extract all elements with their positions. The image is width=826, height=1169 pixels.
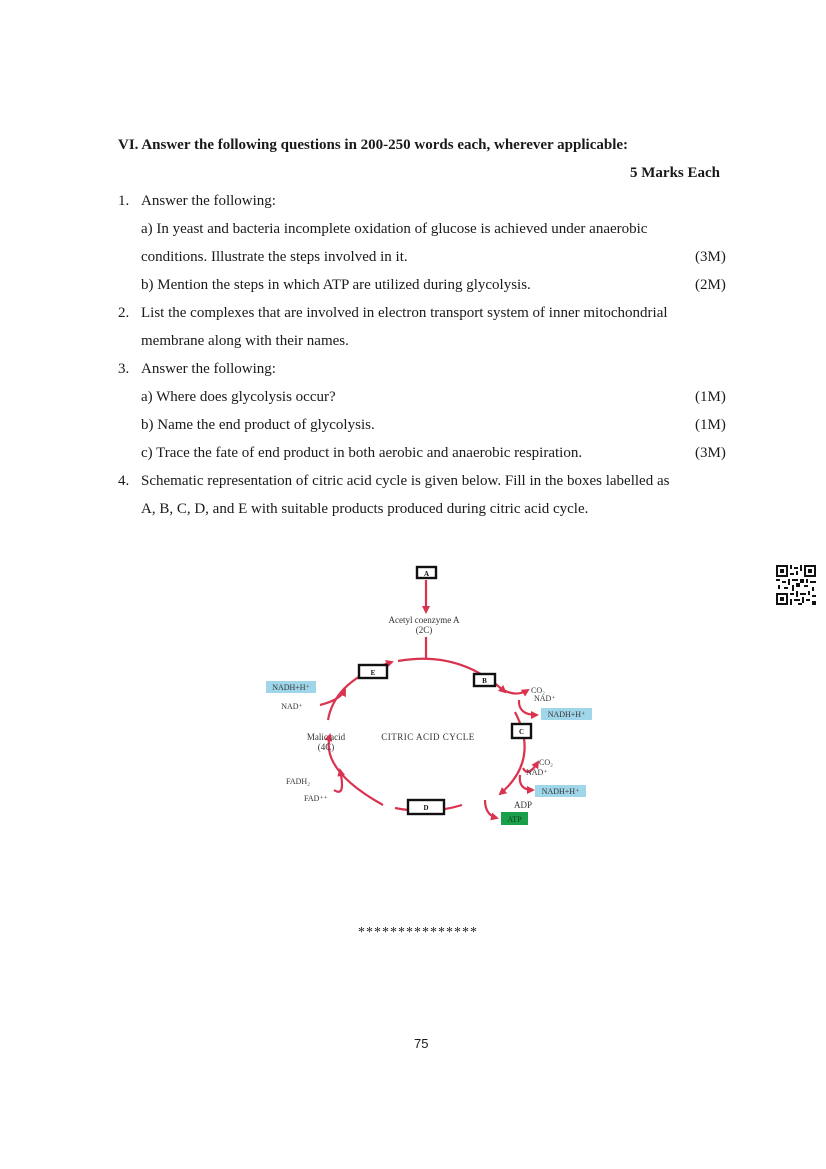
branch-c-nadh <box>520 775 533 790</box>
cycle-arc-left-lower <box>329 735 383 805</box>
q4-line2: A, B, C, D, and E with suitable products produced during citric acid cycle. <box>141 501 589 517</box>
cycle-title: CITRIC ACID CYCLE <box>381 732 475 742</box>
q1b-text: b) Mention the steps in which ATP are utilized during glycolysis. <box>141 277 531 293</box>
q1a-line2: conditions. Illustrate the steps involved in it. <box>141 249 408 265</box>
q4-line1: Schematic representation of citric acid cycle is given below. Fill in the boxes labelled as <box>141 473 670 489</box>
acetyl-label-line1: Acetyl coenzyme A <box>388 615 460 625</box>
nad-e-text: NAD⁺ <box>281 702 303 711</box>
box-a-label: A <box>423 570 430 578</box>
q3-text: Answer the following: <box>141 361 276 377</box>
q1b-marks: (2M) <box>695 277 726 293</box>
q2-line1: List the complexes that are involved in electron transport system of inner mitochondrial <box>141 305 668 321</box>
nad-c-text: NAD⁺ <box>526 768 548 777</box>
section-heading: VI. Answer the following questions in 200-250 words each, wherever applicable: <box>118 137 629 153</box>
q2-number: 2. <box>118 305 130 321</box>
q3c-marks: (3M) <box>695 445 726 461</box>
fadh2-text: FADH₂ <box>286 777 310 786</box>
q2-line2: membrane along with their names. <box>141 333 349 349</box>
fad-text: FAD⁺⁺ <box>304 794 328 803</box>
q1-number: 1. <box>118 193 130 209</box>
acetyl-label-line2: (2C) <box>415 625 433 635</box>
q1a-marks: (3M) <box>695 249 726 265</box>
malic-acid-line2: (4C) <box>317 742 335 752</box>
q3b-marks: (1M) <box>695 417 726 433</box>
nadh-c-text: NADH+H⁺ <box>541 787 580 796</box>
box-d-label: D <box>423 804 429 812</box>
q3b-text: b) Name the end product of glycolysis. <box>141 417 375 433</box>
q4-number: 4. <box>118 473 130 489</box>
nadh-e-text: NADH+H⁺ <box>272 683 310 692</box>
branch-atp <box>485 800 497 818</box>
branch-fad <box>334 770 342 792</box>
q3a-text: a) Where does glycolysis occur? <box>141 389 336 405</box>
qr-code <box>776 565 816 605</box>
co2-c-text: CO₂ <box>539 758 553 767</box>
co2-b-text: CO₂ <box>531 686 545 695</box>
box-c-label: C <box>518 728 525 736</box>
box-e-label: E <box>370 669 376 677</box>
marks-note: 5 Marks Each <box>630 165 720 181</box>
page-number: 75 <box>414 1036 429 1051</box>
q3a-marks: (1M) <box>695 389 726 405</box>
nadh-b-text: NADH+H⁺ <box>547 710 586 719</box>
atp-text: ATP <box>507 815 522 824</box>
malic-acid-line1: Malic acid <box>306 732 346 742</box>
q3-number: 3. <box>118 361 130 377</box>
adp-text: ADP <box>514 800 533 810</box>
q1a-line1: a) In yeast and bacteria incomplete oxidation of glucose is achieved under anaerobic <box>141 221 648 237</box>
q3c-text: c) Trace the fate of end product in both aerobic and anaerobic respiration. <box>141 445 583 461</box>
end-stars: *************** <box>358 925 478 940</box>
nad-b-text: NAD⁺ <box>534 694 556 703</box>
box-b-label: B <box>482 677 487 685</box>
q1-text: Answer the following: <box>141 193 276 209</box>
